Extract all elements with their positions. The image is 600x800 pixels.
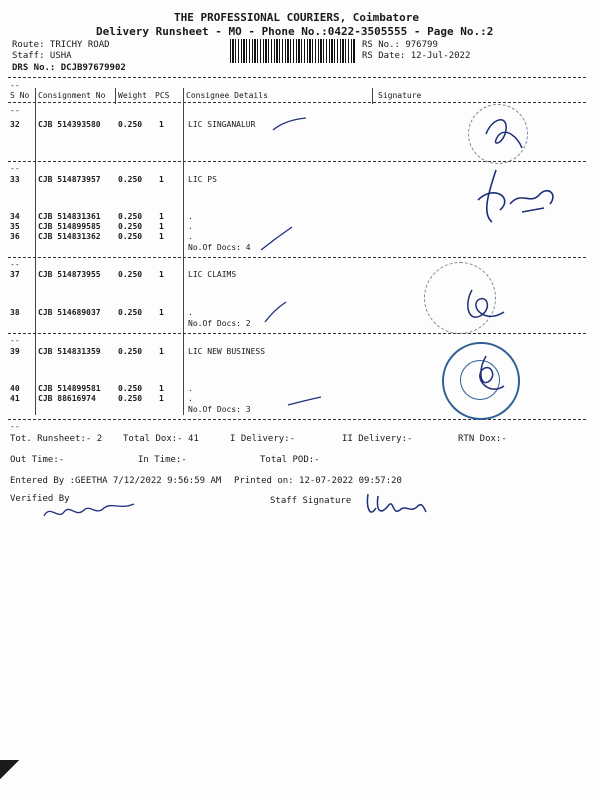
out-time: Out Time:-	[10, 455, 65, 465]
rtn-dox: RTN Dox:-	[458, 434, 507, 444]
tick-mark	[258, 224, 298, 254]
row-consignee: LIC PS	[188, 175, 217, 184]
column-rule	[372, 88, 373, 104]
row-sno: 37	[10, 270, 20, 279]
signature-4	[460, 352, 510, 400]
docs-count: No.Of Docs: 2	[188, 319, 251, 328]
row-weight: 0.250	[118, 270, 143, 279]
row-weight: 0.250	[118, 347, 143, 356]
tick-mark	[262, 300, 292, 326]
row-consignment: CJB 514873957	[38, 175, 101, 184]
row-weight: 0.250	[118, 222, 143, 231]
signature-1	[478, 108, 528, 156]
row-marker: --	[10, 81, 20, 90]
row-consignment: CJB 514393580	[38, 120, 101, 129]
drs-number: DRS No.: DCJB97679902	[12, 63, 126, 73]
row-consignee: .	[188, 232, 193, 241]
row-pcs: 1	[159, 232, 164, 241]
row-consignee: .	[188, 384, 193, 393]
row-consignee: LIC NEW BUSINESS	[188, 347, 266, 356]
tick-mark	[270, 114, 310, 134]
column-rule	[35, 88, 36, 415]
ii-delivery: II Delivery:-	[342, 434, 413, 444]
column-rule	[115, 88, 116, 104]
tot-runsheet: Tot. Runsheet:- 2	[10, 434, 103, 444]
row-pcs: 1	[159, 222, 164, 231]
divider	[8, 419, 586, 420]
col-header-weight: Weight	[118, 91, 147, 100]
row-weight: 0.250	[118, 232, 143, 241]
row-pcs: 1	[159, 384, 164, 393]
scan-edge-shadow	[0, 760, 24, 800]
docs-count: No.Of Docs: 4	[188, 243, 251, 252]
staff-signature	[362, 488, 428, 522]
total-dox: Total Dox:- 41	[123, 434, 199, 444]
row-weight: 0.250	[118, 308, 143, 317]
row-consignment: CJB 514899585	[38, 222, 101, 231]
row-consignee: LIC CLAIMS	[188, 270, 237, 279]
rs-date: RS Date: 12-Jul-2022	[362, 51, 471, 61]
row-consignment: CJB 514873955	[38, 270, 101, 279]
column-rule	[183, 88, 184, 415]
row-pcs: 1	[159, 120, 164, 129]
row-weight: 0.250	[118, 384, 143, 393]
verified-by-signature	[40, 498, 140, 524]
row-marker: --	[10, 336, 20, 345]
row-sno: 38	[10, 308, 20, 317]
row-marker: --	[10, 106, 20, 115]
docs-count: No.Of Docs: 3	[188, 405, 251, 414]
divider	[8, 77, 586, 78]
route-label: Route: TRICHY ROAD	[12, 40, 110, 50]
row-pcs: 1	[159, 270, 164, 279]
runsheet-subtitle: Delivery Runsheet - MO - Phone No.:0422-3505555 - Page No.:2	[96, 25, 494, 38]
row-sno: 35	[10, 222, 20, 231]
divider	[8, 257, 586, 258]
row-consignee: .	[188, 222, 193, 231]
row-consignee: LIC SINGANALUR	[188, 120, 256, 129]
verified-by: Verified By	[10, 494, 70, 504]
row-sno: 40	[10, 384, 20, 393]
staff-signature-label: Staff Signature	[270, 496, 352, 506]
signature-3	[458, 286, 510, 334]
row-pcs: 1	[159, 394, 164, 403]
row-consignment: CJB 514899581	[38, 384, 101, 393]
row-consignee: .	[188, 308, 193, 317]
row-pcs: 1	[159, 308, 164, 317]
row-consignee: .	[188, 212, 193, 221]
row-marker: --	[10, 422, 20, 431]
col-header-consignee: Consignee Details	[186, 91, 268, 100]
row-pcs: 1	[159, 175, 164, 184]
signature-2	[474, 164, 564, 230]
row-weight: 0.250	[118, 212, 143, 221]
col-header-signature: Signature	[378, 91, 422, 100]
row-pcs: 1	[159, 347, 164, 356]
staff-label: Staff: USHA	[12, 51, 72, 61]
entered-by: Entered By :GEETHA 7/12/2022 9:56:59 AM	[10, 476, 222, 486]
row-sno: 39	[10, 347, 20, 356]
col-header-consignment: Consignment No	[38, 91, 106, 100]
row-sno: 41	[10, 394, 20, 403]
row-sno: 36	[10, 232, 20, 241]
row-pcs: 1	[159, 212, 164, 221]
row-weight: 0.250	[118, 394, 143, 403]
printed-on: Printed on: 12-07-2022 09:57:20	[234, 476, 402, 486]
row-consignment: CJB 514831362	[38, 232, 101, 241]
row-marker: --	[10, 164, 20, 173]
col-header-sno: S No	[10, 91, 30, 100]
tick-mark	[285, 395, 325, 409]
row-sno: 32	[10, 120, 20, 129]
company-title: THE PROFESSIONAL COURIERS, Coimbatore	[174, 11, 420, 24]
row-sno: 33	[10, 175, 20, 184]
row-consignment: CJB 514831361	[38, 212, 101, 221]
rs-number: RS No.: 976799	[362, 40, 438, 50]
in-time: In Time:-	[138, 455, 187, 465]
col-header-pcs: PCS	[155, 91, 170, 100]
row-marker: --	[10, 260, 20, 269]
row-weight: 0.250	[118, 175, 143, 184]
i-delivery: I Delivery:-	[230, 434, 296, 444]
barcode	[230, 39, 356, 63]
row-consignee: .	[188, 394, 193, 403]
row-consignment: CJB 514689037	[38, 308, 101, 317]
row-consignment: CJB 514831359	[38, 347, 101, 356]
row-weight: 0.250	[118, 120, 143, 129]
divider	[8, 102, 586, 103]
total-pod: Total POD:-	[260, 455, 320, 465]
row-consignment: CJB 88616974	[38, 394, 96, 403]
row-sno: 34	[10, 212, 20, 221]
